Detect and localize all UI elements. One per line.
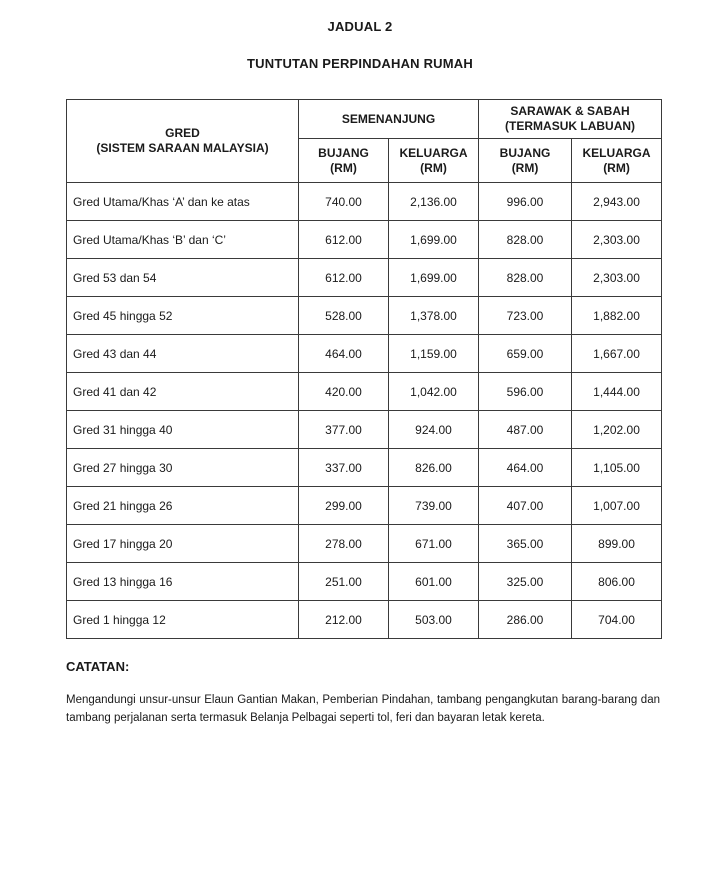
semenanjung-bujang-cell: 212.00 (299, 601, 389, 639)
semenanjung-keluarga-cell: 826.00 (389, 449, 479, 487)
grade-cell: Gred Utama/Khas ‘A’ dan ke atas (67, 183, 299, 221)
sarawak-bujang-cell: 286.00 (479, 601, 572, 639)
bujang-label: BUJANG (318, 145, 369, 160)
table-header-row (67, 100, 662, 139)
semenanjung-keluarga-cell: 1,042.00 (389, 373, 479, 411)
sarawak-bujang-cell: 407.00 (479, 487, 572, 525)
table-row (67, 487, 662, 525)
semenanjung-keluarga-cell: 503.00 (389, 601, 479, 639)
sarawak-keluarga-cell: 1,105.00 (572, 449, 662, 487)
sarawak-bujang-cell: 996.00 (479, 183, 572, 221)
table-row (67, 221, 662, 259)
semenanjung-keluarga-cell: 671.00 (389, 525, 479, 563)
sarawak-keluarga-cell: 899.00 (572, 525, 662, 563)
unit-label: (RM) (603, 160, 630, 175)
grade-cell: Gred 21 hingga 26 (67, 487, 299, 525)
sarawak-keluarga-cell: 2,303.00 (572, 259, 662, 297)
semenanjung-header-label: SEMENANJUNG (341, 111, 436, 126)
sarawak-bujang-cell: 596.00 (479, 373, 572, 411)
sarawak-keluarga-cell: 704.00 (572, 601, 662, 639)
sarawak-keluarga-cell: 1,202.00 (572, 411, 662, 449)
semenanjung-bujang-cell: 612.00 (299, 221, 389, 259)
bujang-label: BUJANG (499, 145, 551, 160)
semenanjung-keluarga-cell: 1,378.00 (389, 297, 479, 335)
unit-label: (RM) (420, 160, 447, 175)
unit-label: (RM) (330, 160, 357, 175)
unit-label: (RM) (511, 160, 539, 175)
semenanjung-bujang-cell: 464.00 (299, 335, 389, 373)
grade-cell: Gred 27 hingga 30 (67, 449, 299, 487)
sarawak-bujang-cell: 828.00 (479, 259, 572, 297)
gred-column-header (67, 100, 299, 183)
sarawak-header-line2: (TERMASUK LABUAN) (505, 119, 636, 133)
grade-cell: Gred 41 dan 42 (67, 373, 299, 411)
semenanjung-keluarga-cell: 1,699.00 (389, 221, 479, 259)
sarawak-bujang-cell: 325.00 (479, 563, 572, 601)
sarawak-bujang-cell: 659.00 (479, 335, 572, 373)
semenanjung-bujang-cell: 420.00 (299, 373, 389, 411)
grade-cell: Gred Utama/Khas ‘B’ dan ‘C’ (67, 221, 299, 259)
sarawak-keluarga-cell: 1,007.00 (572, 487, 662, 525)
sarawak-keluarga-header (572, 139, 662, 183)
sarawak-bujang-header (479, 139, 572, 183)
semenanjung-keluarga-cell: 1,159.00 (389, 335, 479, 373)
sarawak-header-line1: SARAWAK & SABAH (510, 104, 630, 118)
grade-cell: Gred 43 dan 44 (67, 335, 299, 373)
sarawak-bujang-cell: 723.00 (479, 297, 572, 335)
table-row (67, 183, 662, 221)
semenanjung-bujang-cell: 740.00 (299, 183, 389, 221)
semenanjung-keluarga-cell: 2,136.00 (389, 183, 479, 221)
semenanjung-bujang-cell: 337.00 (299, 449, 389, 487)
semenanjung-keluarga-header (389, 139, 479, 183)
table-row (67, 525, 662, 563)
semenanjung-keluarga-cell: 924.00 (389, 411, 479, 449)
grade-cell: Gred 13 hingga 16 (67, 563, 299, 601)
keluarga-label: KELUARGA (399, 145, 468, 160)
allowance-table (66, 99, 662, 639)
sarawak-keluarga-cell: 2,303.00 (572, 221, 662, 259)
document-title: JADUAL 2 (327, 19, 393, 34)
sarawak-keluarga-cell: 806.00 (572, 563, 662, 601)
table-body (67, 183, 662, 639)
notes-title: CATATAN: (66, 659, 130, 674)
sarawak-sabah-header (479, 100, 662, 139)
table-row (67, 259, 662, 297)
sarawak-keluarga-cell: 1,444.00 (572, 373, 662, 411)
grade-cell: Gred 31 hingga 40 (67, 411, 299, 449)
notes-body: Mengandungi unsur-unsur Elaun Gantian Makan, Pemberian Pindahan, tambang pengangkutan barang-barang dan tambang perjalanan serta termasuk Belanja Pelbagai seperti tol, feri dan bayaran letak kereta. (66, 694, 660, 724)
semenanjung-header (299, 100, 479, 139)
semenanjung-bujang-cell: 528.00 (299, 297, 389, 335)
grade-cell: Gred 1 hingga 12 (67, 601, 299, 639)
table-row (67, 297, 662, 335)
sarawak-bujang-cell: 487.00 (479, 411, 572, 449)
grade-cell: Gred 53 dan 54 (67, 259, 299, 297)
sarawak-keluarga-cell: 2,943.00 (572, 183, 662, 221)
table-row (67, 563, 662, 601)
grade-cell: Gred 17 hingga 20 (67, 525, 299, 563)
sarawak-keluarga-cell: 1,667.00 (572, 335, 662, 373)
document-subtitle: TUNTUTAN PERPINDAHAN RUMAH (247, 56, 473, 71)
table-row (67, 601, 662, 639)
keluarga-label: KELUARGA (582, 145, 651, 160)
sarawak-keluarga-cell: 1,882.00 (572, 297, 662, 335)
semenanjung-bujang-cell: 278.00 (299, 525, 389, 563)
semenanjung-keluarga-cell: 601.00 (389, 563, 479, 601)
semenanjung-bujang-cell: 299.00 (299, 487, 389, 525)
table-row (67, 411, 662, 449)
sarawak-bujang-cell: 828.00 (479, 221, 572, 259)
semenanjung-keluarga-cell: 739.00 (389, 487, 479, 525)
semenanjung-bujang-cell: 377.00 (299, 411, 389, 449)
semenanjung-bujang-cell: 612.00 (299, 259, 389, 297)
table-row (67, 373, 662, 411)
semenanjung-bujang-header (299, 139, 389, 183)
semenanjung-keluarga-cell: 1,699.00 (389, 259, 479, 297)
table-row (67, 335, 662, 373)
table-row (67, 449, 662, 487)
gred-header-line2: (SISTEM SARAAN MALAYSIA) (96, 141, 269, 155)
semenanjung-bujang-cell: 251.00 (299, 563, 389, 601)
sarawak-bujang-cell: 365.00 (479, 525, 572, 563)
sarawak-bujang-cell: 464.00 (479, 449, 572, 487)
gred-header-line1: GRED (165, 126, 200, 140)
grade-cell: Gred 45 hingga 52 (67, 297, 299, 335)
